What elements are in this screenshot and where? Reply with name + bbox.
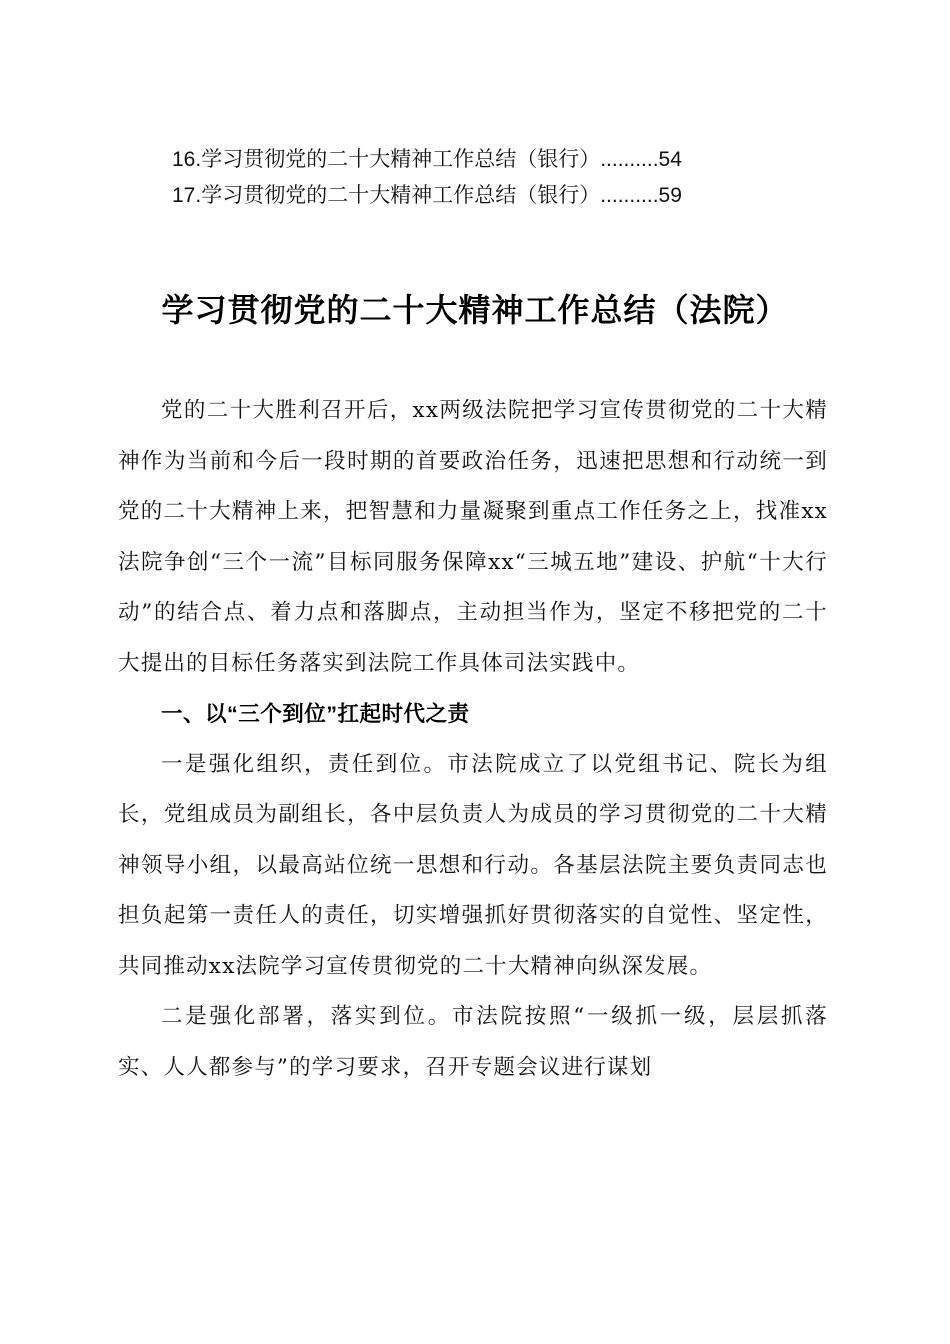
- toc-entry[interactable]: 17.学习贯彻党的二十大精神工作总结（银行）..........59: [172, 184, 682, 207]
- document-title: 学习贯彻党的二十大精神工作总结（法院）: [161, 291, 789, 329]
- document-body: [118, 386, 828, 1093]
- section-heading: 一、以“三个到位”扛起时代之责: [161, 702, 470, 726]
- table-of-contents: [172, 142, 812, 214]
- intro-paragraph: 党的二十大胜利召开后，xx两级法院把学习宣传贯彻党的二十大精神作为当前和今后一段时期的首要政治任务，迅速把思想和行动统一到党的二十大精神上来，把智慧和力量凝聚到重点工作任务之上，找准xx法院争创“三个一流”目标同服务保障xx“三城五地”建设、护航“十大行动”的结合点、着力点和落脚点，主动担当作为，坚定不移把党的二十大提出的目标任务落实到法院工作具体司法实践中。: [118, 398, 828, 676]
- body-paragraph: 二是强化部署，落实到位。市法院按照“一级抓一级，层层抓落实、人人都参与”的学习要求，召开专题会议进行谋划: [118, 1004, 828, 1080]
- toc-entry[interactable]: 16.学习贯彻党的二十大精神工作总结（银行）..........54: [172, 148, 682, 171]
- body-paragraph: 一是强化组织，责任到位。市法院成立了以党组书记、院长为组长，党组成员为副组长，各中层负责人为成员的学习贯彻党的二十大精神领导小组，以最高站位统一思想和行动。各基层法院主要负责同志也担负起第一责任人的责任，切实增强抓好贯彻落实的自觉性、坚定性，共同推动xx法院学习宣传贯彻党的二十大精神向纵深发展。: [118, 751, 828, 979]
